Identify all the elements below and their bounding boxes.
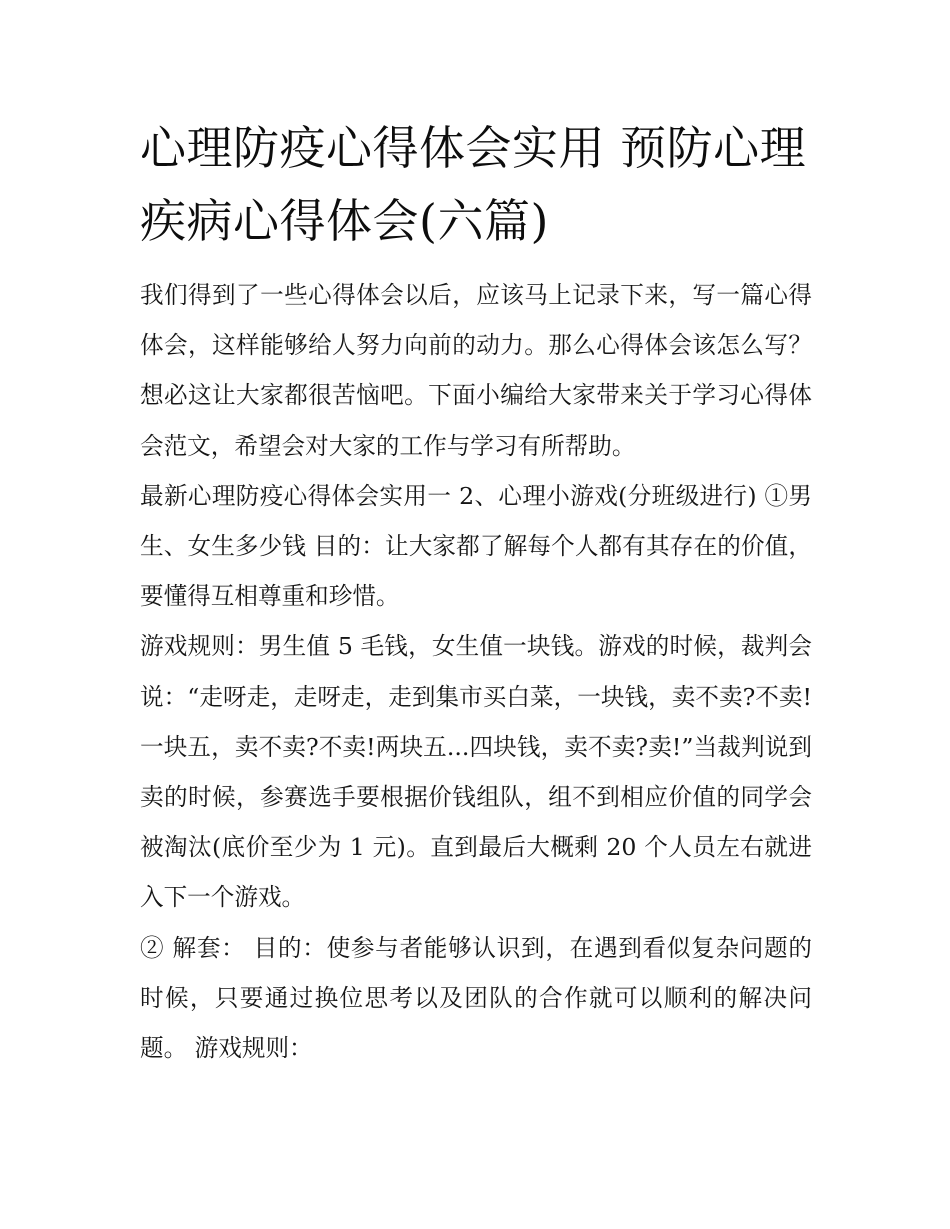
paragraph-game-rules: 游戏规则：男生值 5 毛钱，女生值一块钱。游戏的时候，裁判会说：“走呀走，走呀走，走到集市买白菜，一块钱，卖不卖?不卖!一块五，卖不卖?不卖!两块五...四块钱，卖不卖?卖!”当裁判说到卖的时候，参赛选手要根据价钱组队，组不到相应价值的同学会被淘汰(底价至少为 1 元)。直到最后大概剩 20 个人员左右就进入下一个游戏。: [140, 632, 812, 912]
paragraph-intro: 我们得到了一些心得体会以后，应该马上记录下来，写一篇心得体会，这样能够给人努力向前的动力。那么心得体会该怎么写？想必这让大家都很苦恼吧。下面小编给大家带来关于学习心得体会范文，希望会对大家的工作与学习有所帮助。: [140, 281, 812, 460]
document-title: 心理防疫心得体会实用 预防心理疾病心得体会(六篇): [140, 121, 807, 248]
paragraph-game-two: ② 解套： 目的：使参与者能够认识到，在遇到看似复杂问题的时候，只要通过换位思考以及团队的合作就可以顺利的解决问题。 游戏规则：: [140, 933, 812, 1063]
paragraph-game-one: 最新心理防疫心得体会实用一 2、心理小游戏(分班级进行) ①男生、女生多少钱 目的：让大家都了解每个人都有其存在的价值，要懂得互相尊重和珍惜。: [140, 481, 812, 611]
document-body: [140, 112, 812, 1073]
